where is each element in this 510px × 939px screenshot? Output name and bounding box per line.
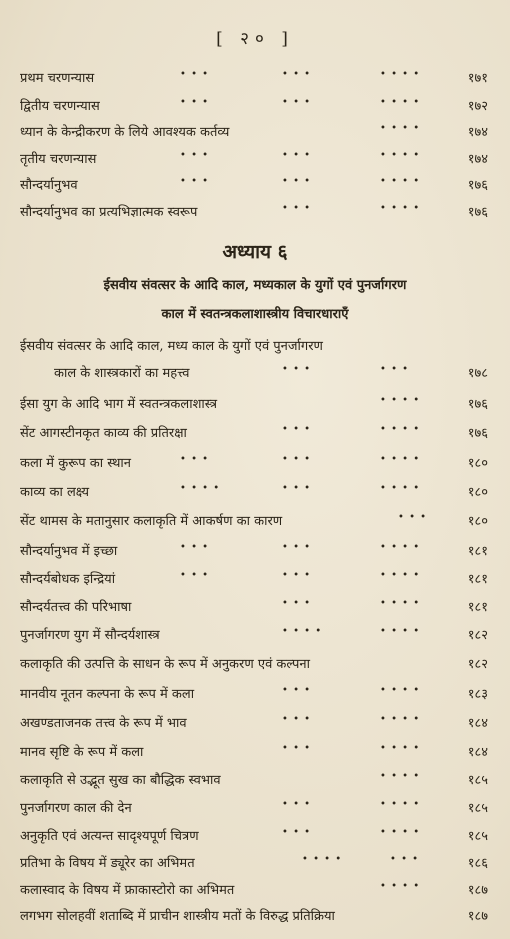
leader-dots: • • • <box>282 69 312 80</box>
entry-page: १८० <box>467 456 488 471</box>
entry-page: १८४ <box>467 745 488 760</box>
leader-dots: • • • • <box>380 570 421 581</box>
toc-entry <box>20 200 488 226</box>
leader-dots: • • • • <box>380 424 421 435</box>
leader-dots: • • • • <box>380 69 421 80</box>
leader-dots: • • • • <box>282 626 323 637</box>
leader-dots: • • • <box>282 799 312 810</box>
entry-page: १७१ <box>467 71 488 86</box>
toc-entry <box>20 682 488 708</box>
entry-page: १८५ <box>467 829 488 844</box>
toc-entry <box>20 652 488 678</box>
chapter-subtitle-line1: ईसवीय संवत्सर के आदि काल, मध्यकाल के युगों एवं पुनर्जागरण <box>103 278 407 293</box>
leader-dots: • • • • <box>380 123 421 134</box>
toc-entry <box>20 539 488 565</box>
leader-dots: • • • • <box>380 827 421 838</box>
leader-dots: • • • <box>282 685 312 696</box>
leader-dots: • • • <box>180 454 210 465</box>
entry-title: ईसवीय संवत्सर के आदि काल, मध्य काल के युगों एवं पुनर्जागरण <box>20 339 323 354</box>
entry-title: सौन्दर्यतत्त्व की परिभाषा <box>20 600 132 615</box>
entry-page: १८२ <box>467 628 488 643</box>
leader-dots: • • • • <box>380 743 421 754</box>
entry-page: १८१ <box>467 572 488 587</box>
leader-dots: • • • <box>180 570 210 581</box>
leader-dots: • • • <box>282 827 312 838</box>
entry-title: ईसा युग के आदि भाग में स्वतन्त्रकलाशास्त्र <box>20 397 218 412</box>
leader-dots: • • • <box>180 542 210 553</box>
leader-dots: • • • • <box>380 150 421 161</box>
entry-page: १८६ <box>467 856 488 871</box>
entry-page: १८५ <box>467 773 488 788</box>
toc-entry <box>20 173 488 199</box>
entry-title: काव्य का लक्ष्य <box>20 485 90 500</box>
leader-dots: • • • <box>282 203 312 214</box>
leader-dots: • • • <box>282 364 312 375</box>
toc-entry <box>20 878 488 904</box>
entry-page: १८१ <box>467 600 488 615</box>
leader-dots: • • • <box>390 854 420 865</box>
entry-page: १७४ <box>467 152 488 167</box>
leader-dots: • • • • <box>380 97 421 108</box>
toc-entry <box>20 567 488 593</box>
entry-page: १८२ <box>467 657 488 672</box>
entry-title: अनुकृति एवं अत्यन्त सादृश्यपूर्ण चित्रण <box>20 829 199 844</box>
entry-title: द्वितीय चरणन्यास <box>20 99 100 114</box>
leader-dots: • • • <box>282 97 312 108</box>
entry-page: १७८ <box>467 366 488 381</box>
entry-page: १८७ <box>467 909 488 924</box>
entry-title: कलास्वाद के विषय में फ्राकास्टोरो का अभिमत <box>20 883 235 898</box>
leader-dots: • • • <box>380 364 410 375</box>
leader-dots: • • • • <box>380 714 421 725</box>
page-number: [ २० ] <box>216 29 294 49</box>
toc-entry <box>20 361 488 387</box>
entry-page: १८४ <box>467 716 488 731</box>
leader-dots: • • • • <box>380 881 421 892</box>
leader-dots: • • • • <box>302 854 343 865</box>
leader-dots: • • • <box>282 150 312 161</box>
leader-dots: • • • <box>282 454 312 465</box>
leader-dots: • • • <box>282 598 312 609</box>
entry-title: कला में कुरूप का स्थान <box>20 456 131 471</box>
entry-title: सेंट आगस्टीनकृत काव्य की प्रतिरक्षा <box>20 426 187 441</box>
leader-dots: • • • <box>282 176 312 187</box>
entry-page: १७२ <box>467 99 488 114</box>
leader-dots: • • • <box>282 570 312 581</box>
entry-page: १७६ <box>467 178 488 193</box>
entry-title: काल के शास्त्रकारों का महत्त्व <box>54 366 190 381</box>
entry-page: १७६ <box>467 205 488 220</box>
leader-dots: • • • • <box>380 771 421 782</box>
entry-title: सौन्दर्यानुभव <box>20 178 78 193</box>
entry-page: १७४ <box>467 125 488 140</box>
toc-entry <box>20 740 488 766</box>
toc-entry <box>20 711 488 737</box>
leader-dots: • • • <box>180 97 210 108</box>
entry-title: लगभग सोलहवीं शताब्दि में प्राचीन शास्त्रीय मतों के विरुद्ध प्रतिक्रिया <box>20 909 335 924</box>
entry-title: प्रथम चरणन्यास <box>20 71 95 86</box>
entry-title: पुनर्जागरण काल की देन <box>20 801 132 816</box>
entry-title: कलाकृति से उद्भूत सुख का बौद्धिक स्वभाव <box>20 773 221 788</box>
entry-title: मानवीय नूतन कल्पना के रूप में कला <box>20 687 195 702</box>
leader-dots: • • • • <box>380 598 421 609</box>
entry-title: सौन्दर्यानुभव में इच्छा <box>20 544 118 559</box>
entry-page: १८० <box>467 485 488 500</box>
leader-dots: • • • • <box>380 626 421 637</box>
toc-entry <box>20 595 488 621</box>
leader-dots: • • • • <box>380 483 421 494</box>
toc-entry <box>20 824 488 850</box>
leader-dots: • • • • <box>380 176 421 187</box>
entry-title: सौन्दर्यबोधक इन्द्रियां <box>20 572 116 587</box>
toc-entry <box>20 392 488 418</box>
leader-dots: • • • • <box>380 685 421 696</box>
entry-page: १८० <box>467 514 488 529</box>
entry-page: १८७ <box>467 883 488 898</box>
toc-entry <box>20 623 488 649</box>
leader-dots: • • • • <box>380 542 421 553</box>
entry-title: प्रतिभा के विषय में ड्यूरेर का अभिमत <box>20 856 195 871</box>
leader-dots: • • • • <box>380 799 421 810</box>
entry-page: १८३ <box>467 687 488 702</box>
toc-entry <box>20 851 488 877</box>
leader-dots: • • • <box>282 483 312 494</box>
toc-entry <box>20 66 488 92</box>
entry-title: सौन्दर्यानुभव का प्रत्यभिज्ञात्मक स्वरूप <box>20 205 198 220</box>
leader-dots: • • • <box>180 176 210 187</box>
toc-entry <box>20 796 488 822</box>
entry-title: सेंट थामस के मतानुसार कलाकृति में आकर्षण का कारण <box>20 514 283 529</box>
leader-dots: • • • <box>398 512 428 523</box>
toc-entry <box>20 480 488 506</box>
toc-entry <box>20 768 488 794</box>
entry-title: कलाकृति की उत्पत्ति के साधन के रूप में अनुकरण एवं कल्पना <box>20 657 310 672</box>
entry-title: अखण्डताजनक तत्त्व के रूप में भाव <box>20 716 187 731</box>
toc-entry <box>20 451 488 477</box>
toc-entry <box>20 334 488 360</box>
toc-entry <box>20 509 488 535</box>
leader-dots: • • • • <box>380 454 421 465</box>
entry-title: मानव सृष्टि के रूप में कला <box>20 745 144 760</box>
leader-dots: • • • <box>282 542 312 553</box>
leader-dots: • • • <box>282 714 312 725</box>
leader-dots: • • • • <box>380 203 421 214</box>
toc-entry <box>20 147 488 173</box>
chapter-subtitle-line2: काल में स्वतन्त्रकलाशास्त्रीय विचारधाराएँ <box>161 307 349 322</box>
leader-dots: • • • <box>282 743 312 754</box>
leader-dots: • • • <box>180 69 210 80</box>
toc-entry <box>20 94 488 120</box>
leader-dots: • • • • <box>380 395 421 406</box>
toc-entry <box>20 120 488 146</box>
entry-title: ध्यान के केन्द्रीकरण के लिये आवश्यक कर्तव्य <box>20 125 230 140</box>
toc-entry <box>20 421 488 447</box>
toc-entry <box>20 904 488 930</box>
entry-page: १८१ <box>467 544 488 559</box>
leader-dots: • • • <box>282 424 312 435</box>
leader-dots: • • • • <box>180 483 221 494</box>
entry-page: १८५ <box>467 801 488 816</box>
chapter-heading: अध्याय ६ <box>222 241 288 263</box>
entry-title: तृतीय चरणन्यास <box>20 152 97 167</box>
entry-title: पुनर्जागरण युग में सौन्दर्यशास्त्र <box>20 628 160 643</box>
entry-page: १७६ <box>467 426 488 441</box>
entry-page: १७६ <box>467 397 488 412</box>
leader-dots: • • • <box>180 150 210 161</box>
